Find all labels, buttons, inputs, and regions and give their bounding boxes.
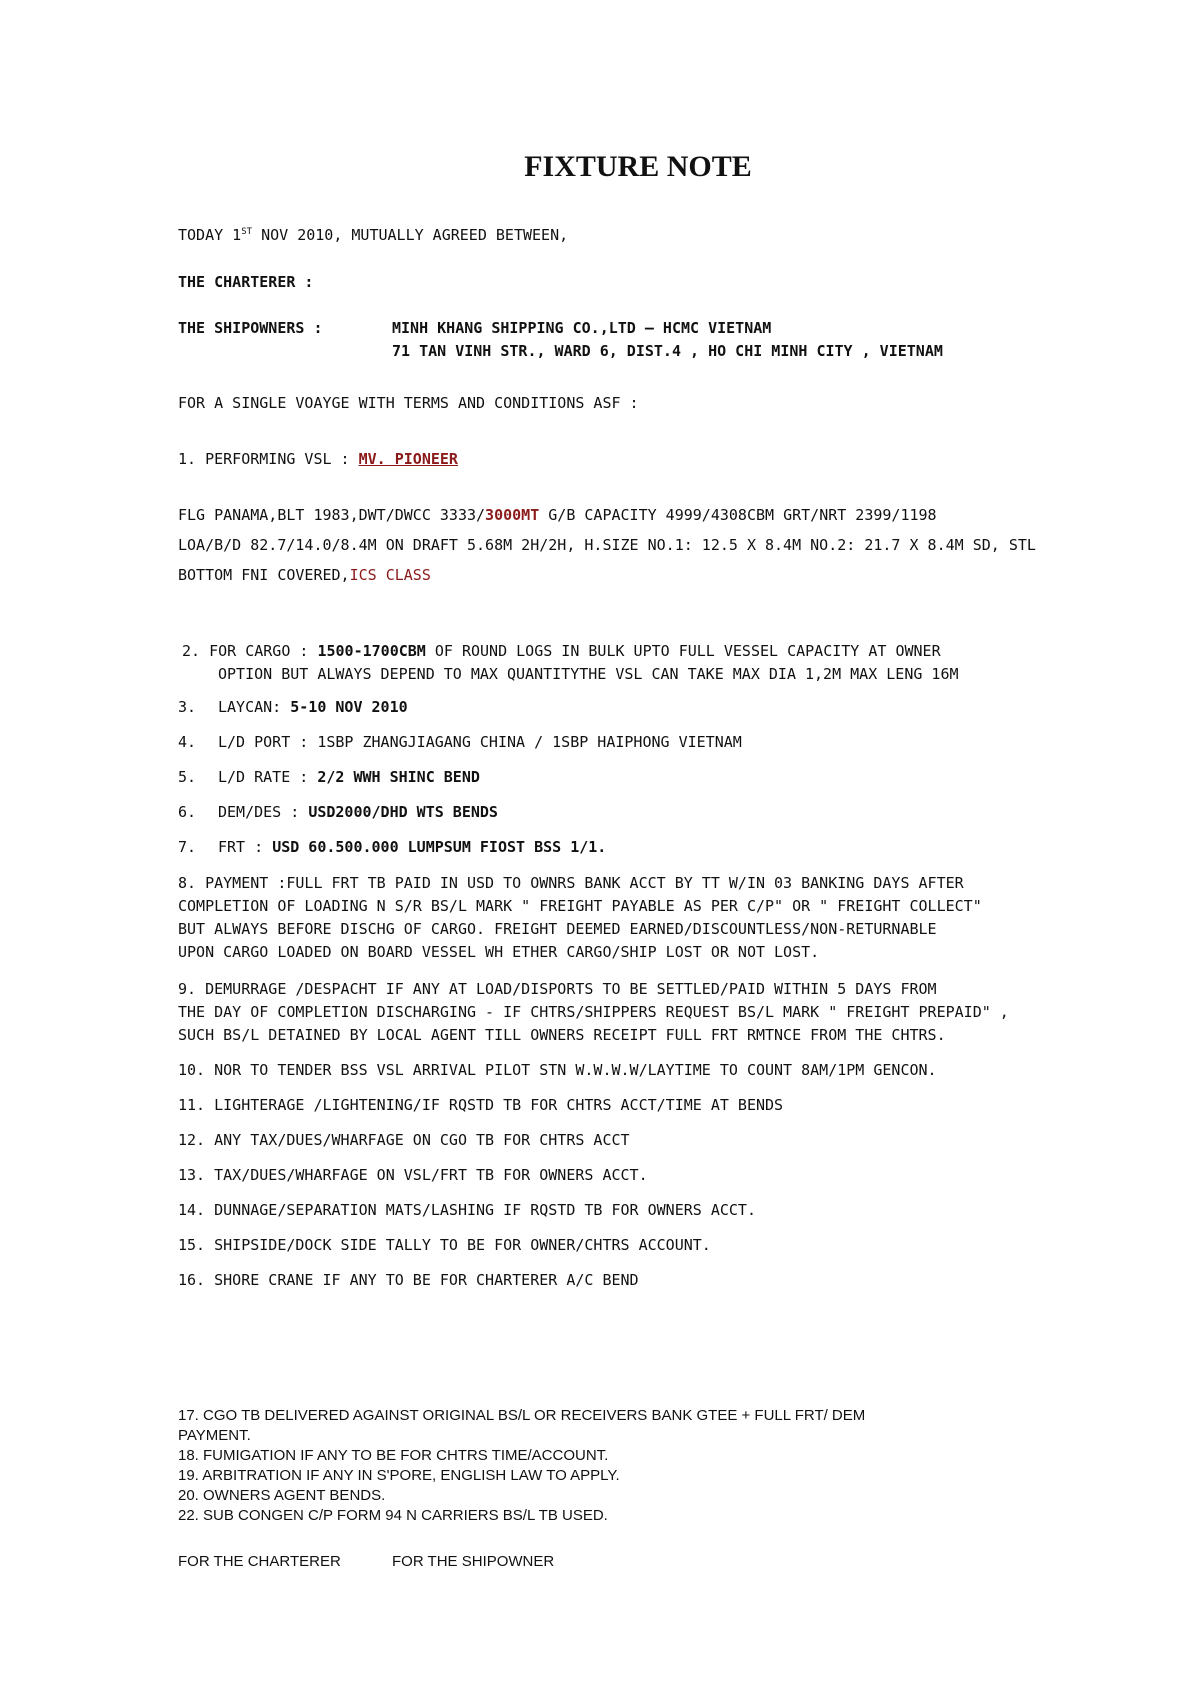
item-number: 7. — [178, 838, 197, 856]
item-9 — [178, 978, 1110, 1047]
item-number: 6. — [178, 803, 197, 821]
vessel-name: MV. PIONEER — [358, 450, 458, 468]
item-value: 2/2 WWH SHINC BEND — [317, 768, 480, 786]
vessel-desc-3-pre: BOTTOM FNI COVERED, — [178, 566, 350, 584]
vessel-desc-1-pre: FLG PANAMA,BLT 1983,DWT/DWCC 3333/ — [178, 506, 486, 524]
item-14: 14. DUNNAGE/SEPARATION MATS/LASHING IF RQSTD TB FOR OWNERS ACCT. — [178, 1201, 756, 1219]
item-19: 19. ARBITRATION IF ANY IN S'PORE, ENGLISH LAW TO APPLY. — [178, 1467, 620, 1484]
items-17-22 — [178, 1406, 1078, 1526]
item-17-line-1: 17. CGO TB DELIVERED AGAINST ORIGINAL BS/L OR RECEIVERS BANK GTEE + FULL FRT/ DEM — [178, 1407, 866, 1424]
vessel-desc-1-post: G/B CAPACITY 4999/4308CBM GRT/NRT 2399/1198 — [539, 506, 937, 524]
item-7 — [178, 837, 606, 857]
item-value: USD2000/DHD WTS BENDS — [308, 803, 498, 821]
item-text: DEM/DES : — [218, 803, 309, 821]
item-2-post: OF ROUND LOGS IN BULK UPTO FULL VESSEL CAPACITY AT OWNER — [425, 642, 941, 660]
item-value: USD 60.500.000 LUMPSUM FIOST BSS 1/1. — [272, 838, 607, 856]
item-8-line: COMPLETION OF LOADING N S/R BS/L MARK " FREIGHT PAYABLE AS PER C/P" OR " FREIGHT COLLECT" — [178, 897, 982, 915]
item-6 — [178, 802, 498, 822]
item-8-line: UPON CARGO LOADED ON BOARD VESSEL WH ETHER CARGO/SHIP LOST OR NOT LOST. — [178, 943, 820, 961]
intro-pre: TODAY 1 — [178, 226, 242, 244]
item-number: 5. — [178, 768, 197, 786]
charterer-label: THE CHARTERER : — [178, 273, 314, 291]
item-2-pre: 2. FOR CARGO : — [182, 642, 318, 660]
item-8-line: BUT ALWAYS BEFORE DISCHG OF CARGO. FREIGHT DEEMED EARNED/DISCOUNTLESS/NON-RETURNABLE — [178, 920, 937, 938]
item-15: 15. SHIPSIDE/DOCK SIDE TALLY TO BE FOR OWNER/CHTRS ACCOUNT. — [178, 1236, 711, 1254]
item-16: 16. SHORE CRANE IF ANY TO BE FOR CHARTERER A/C BEND — [178, 1271, 639, 1289]
vessel-dwcc: 3000MT — [485, 506, 540, 524]
document-title: FIXTURE NOTE — [524, 150, 752, 183]
shipowners-row — [178, 318, 771, 338]
vessel-desc-line-3 — [178, 565, 431, 585]
item-3 — [178, 697, 408, 717]
vessel-desc-line-2: LOA/B/D 82.7/14.0/8.4M ON DRAFT 5.68M 2H/2H, H.SIZE NO.1: 12.5 X 8.4M NO.2: 21.7 X 8.4M SD, STL — [178, 536, 1036, 554]
item-11: 11. LIGHTERAGE /LIGHTENING/IF RQSTD TB FOR CHTRS ACCT/TIME AT BENDS — [178, 1096, 784, 1114]
shipowners-address: 71 TAN VINH STR., WARD 6, DIST.4 , HO CHI MINH CITY , VIETNAM — [392, 342, 943, 360]
item-1-prefix: 1. PERFORMING VSL : — [178, 450, 359, 468]
item-1 — [178, 449, 458, 469]
item-4 — [178, 732, 742, 752]
item-9-line: 9. DEMURRAGE /DESPACHT IF ANY AT LOAD/DISPORTS TO BE SETTLED/PAID WITHIN 5 DAYS FROM — [178, 980, 937, 998]
shipowners-label: THE SHIPOWNERS : — [178, 319, 323, 337]
item-2-line-1 — [182, 641, 941, 661]
item-8 — [178, 872, 1110, 964]
item-8-line: 8. PAYMENT :FULL FRT TB PAID IN USD TO OWNRS BANK ACCT BY TT W/IN 03 BANKING DAYS AFTER — [178, 874, 964, 892]
item-text: L/D RATE : — [218, 768, 318, 786]
voyage-line: FOR A SINGLE VOAYGE WITH TERMS AND CONDITIONS ASF : — [178, 394, 639, 412]
item-5 — [178, 767, 480, 787]
item-13: 13. TAX/DUES/WHARFAGE ON VSL/FRT TB FOR OWNERS ACCT. — [178, 1166, 648, 1184]
item-9-line: THE DAY OF COMPLETION DISCHARGING - IF CHTRS/SHIPPERS REQUEST BS/L MARK " FREIGHT PREPAID" , — [178, 1003, 1009, 1021]
intro-line — [178, 222, 568, 245]
sign-shipowner: FOR THE SHIPOWNER — [392, 1553, 555, 1570]
cargo-quantity: 1500-1700CBM — [317, 642, 426, 660]
item-text: FRT : — [218, 838, 273, 856]
item-text: LAYCAN: — [218, 698, 291, 716]
intro-sup: ST — [241, 227, 253, 237]
item-9-line: SUCH BS/L DETAINED BY LOCAL AGENT TILL OWNERS RECEIPT FULL FRT RMTNCE FROM THE CHTRS. — [178, 1026, 946, 1044]
item-17-line-2: PAYMENT. — [178, 1427, 251, 1444]
item-10: 10. NOR TO TENDER BSS VSL ARRIVAL PILOT STN W.W.W.W/LAYTIME TO COUNT 8AM/1PM GENCON. — [178, 1061, 937, 1079]
item-text: L/D PORT : 1SBP ZHANGJIAGANG CHINA / 1SBP HAIPHONG VIETNAM — [218, 733, 742, 751]
item-12: 12. ANY TAX/DUES/WHARFAGE ON CGO TB FOR CHTRS ACCT — [178, 1131, 630, 1149]
item-number: 4. — [178, 733, 197, 751]
item-22: 22. SUB CONGEN C/P FORM 94 N CARRIERS BS/L TB USED. — [178, 1507, 608, 1524]
item-number: 3. — [178, 698, 197, 716]
sign-charterer: FOR THE CHARTERER — [178, 1553, 341, 1570]
item-2-line-2: OPTION BUT ALWAYS DEPEND TO MAX QUANTITYTHE VSL CAN TAKE MAX DIA 1,2M MAX LENG 16M — [218, 665, 959, 683]
vessel-desc-line-1 — [178, 505, 937, 525]
vessel-class: ICS CLASS — [349, 566, 431, 584]
shipowners-name: MINH KHANG SHIPPING CO.,LTD – HCMC VIETNAM — [392, 319, 772, 337]
signature-block — [178, 1553, 554, 1570]
item-20: 20. OWNERS AGENT BENDS. — [178, 1487, 386, 1504]
item-18: 18. FUMIGATION IF ANY TO BE FOR CHTRS TIME/ACCOUNT. — [178, 1447, 609, 1464]
intro-post: NOV 2010, MUTUALLY AGREED BETWEEN, — [252, 226, 569, 244]
item-value: 5-10 NOV 2010 — [290, 698, 408, 716]
